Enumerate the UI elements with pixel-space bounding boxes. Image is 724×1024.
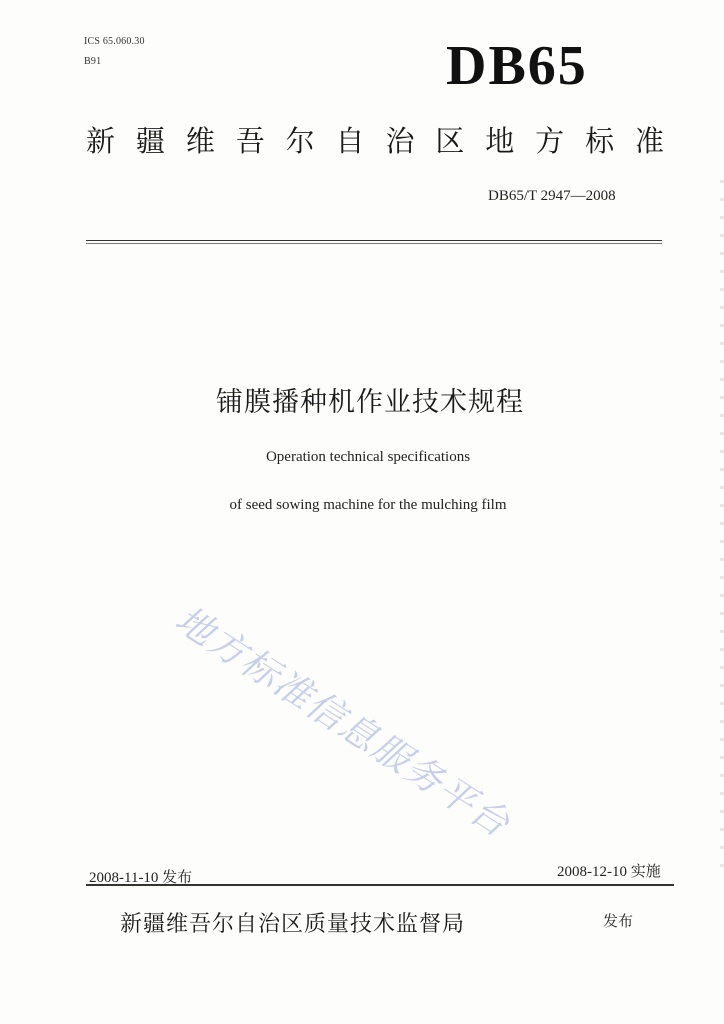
watermark: 地方标准信息服务平台 <box>167 597 519 847</box>
standard-type-char: 尔 <box>285 124 315 158</box>
standard-code: DB65 <box>446 35 588 97</box>
footer-divider <box>86 884 674 886</box>
standard-type-char: 维 <box>185 124 215 158</box>
issuer: 新疆维吾尔自治区质量技术监督局 <box>120 912 466 937</box>
standard-type-char: 方 <box>535 124 565 158</box>
issue-date: 2008-11-10 发布 <box>89 870 193 886</box>
standard-type-char: 标 <box>585 124 615 158</box>
standard-number: DB65/T 2947—2008 <box>488 188 616 204</box>
title-chinese: 铺膜播种机作业技术规程 <box>216 387 524 418</box>
standard-type-char: 准 <box>634 124 664 158</box>
standard-type-char: 吾 <box>235 124 265 158</box>
standard-type-char: 区 <box>435 124 465 158</box>
standard-type <box>86 126 664 158</box>
title-english-line2: of seed sowing machine for the mulching film <box>229 497 507 513</box>
implementation-date: 2008-12-10 实施 <box>557 864 661 880</box>
standard-type-char: 治 <box>385 124 415 158</box>
standard-type-char: 新 <box>86 124 116 158</box>
standard-type-char: 疆 <box>135 124 165 158</box>
scan-edge-marks <box>720 180 724 880</box>
ccs-code: B91 <box>84 56 102 67</box>
header-divider <box>86 240 662 244</box>
issuer-suffix: 发布 <box>603 912 634 930</box>
ics-code: ICS 65.060.30 <box>84 36 145 47</box>
standard-type-char: 自 <box>335 124 365 158</box>
title-english-line1: Operation technical specifications <box>265 449 471 465</box>
standard-type-char: 地 <box>485 124 515 158</box>
